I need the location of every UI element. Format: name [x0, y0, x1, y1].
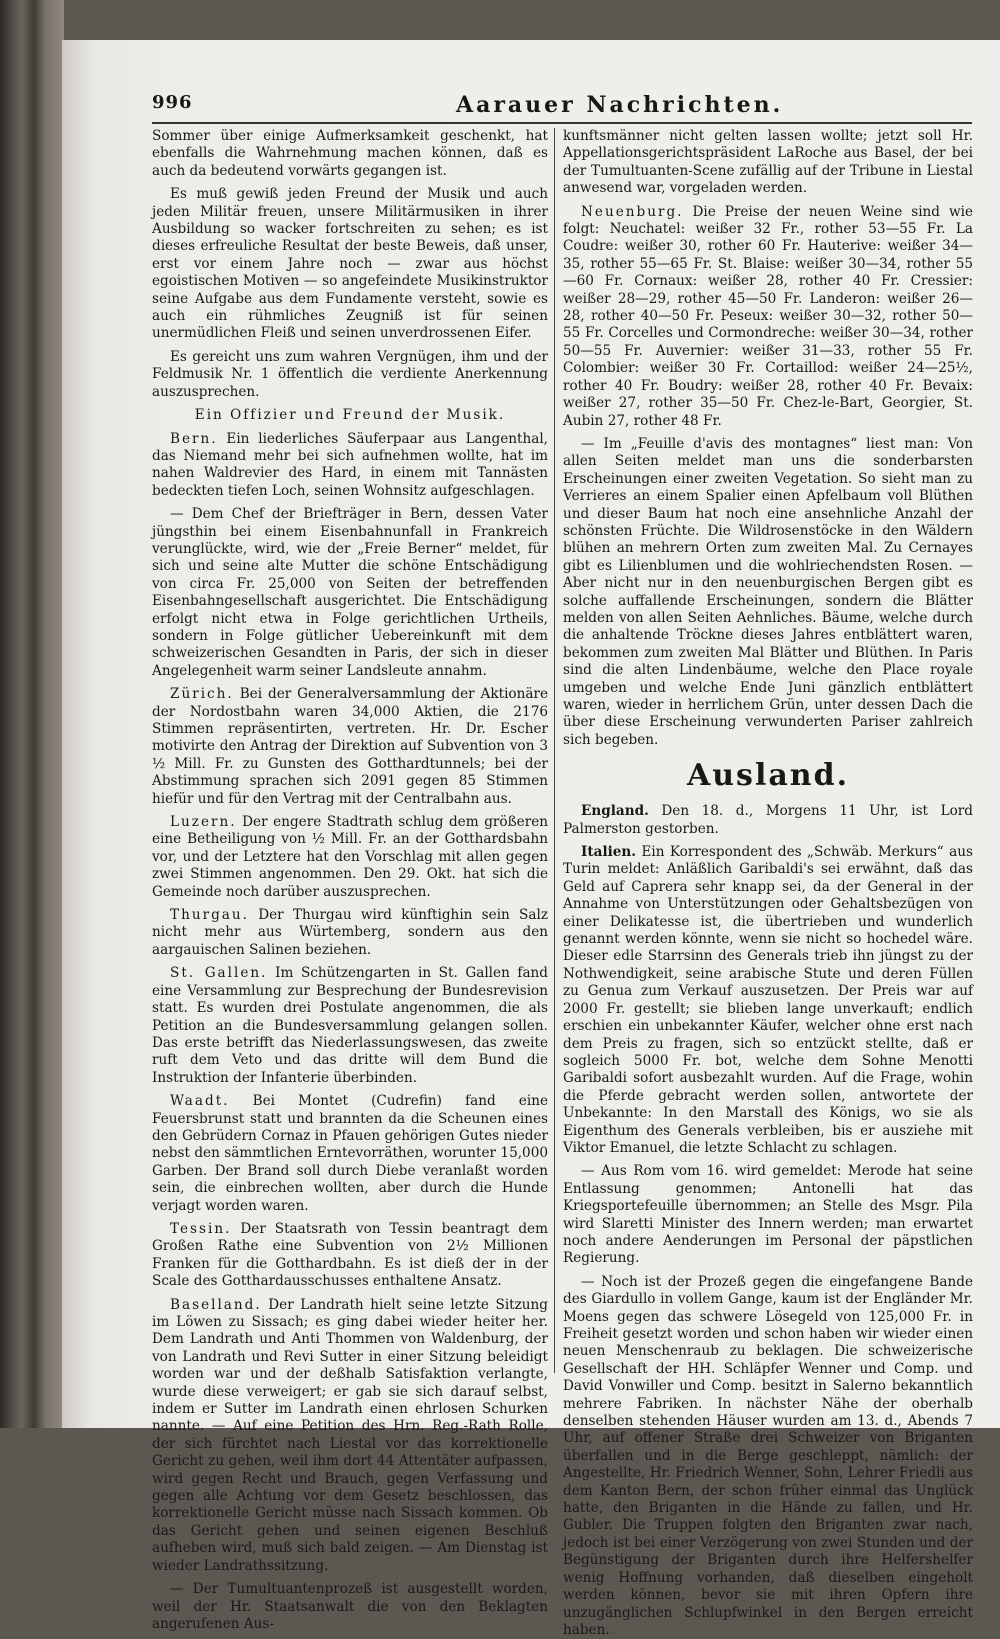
place-name: Zürich.	[170, 686, 234, 703]
place-name: Bern.	[170, 430, 218, 447]
section-heading-ausland: Ausland.	[686, 758, 850, 794]
column-rule	[554, 128, 555, 1373]
article-zuerich	[152, 686, 548, 808]
article-baselland	[152, 1297, 548, 1576]
article-text: — Noch ist der Prozeß gegen die eingefangene Bande des Giardullo in vollem Gange, kaum ist der Engländer Mr. Moens gegen das schwere Lösegeld von 125,000 Fr. in Freiheit gesetzt worden und schon haben wir wieder einen neuen Menschenraub zu beklagen. Die schweizerische Gesellschaft der HH. Schläpfer Wenner und Comp. und David Vonwiller und Comp. besitzt in Salerno bekanntlich mehrere Fabriken. In nächster Nähe der oberhalb denselben stehenden Häuser wurden am 13. d., Abends 7 Uhr, auf offener Straße drei Schweizer von Briganten überfallen und in die Berge geschleppt, nämlich: der Angestellte, Hr. Friedrich Wenner, Sohn, Lehrer Friedli aus dem Kanton Bern, der schon früher einmal das Unglück hatte, den Briganten in die Hände zu fallen, und Hr. Gubler. Die Truppen folgten den Briganten zwar nach, jedoch ist bei einer Verzögerung von zwei Stunden und der Begünstigung der Briganten durch ihre Helfershelfer wenig Hoffnung vorhanden, daß dieselben eingeholt werden können, bevor sie mit ihren Opfern ihre unzugänglichen Schlupfwinkel in den Bergen erreicht haben.	[563, 1273, 973, 1638]
article-text: Die Preise der neuen Weine sind wie folgt: Neuchatel: weißer 32 Fr., rother 53—55 Fr. La Coudre: weißer 30, rother 60 Fr. Hauterive: weißer 34—35, rother 55—65 Fr. St. Blaise: weißer 30—34, rother 55—60 Fr. Cornaux: weißer 28, rother 40 Fr. Cressier: weißer 28—29, rother 45—50 Fr. Landeron: weißer 26—28, rother 40—50 Fr. Peseux: weißer 30—32, rother 50—55 Fr. Corcelles und Cormondreche: weißer 30—34, rother 50—55 Fr. Auvernier: weißer 31—33, rother 55 Fr. Colombier: weißer 30 Fr. Cortaillod: weißer 24—25½, rother 40 Fr. Boudry: weißer 28, rother 40 Fr. Bevaix: weißer 27, rother 35—50 Fr. Chez-le-Bart, Georgier, St. Aubin 27, rother 48 Fr.	[563, 203, 973, 429]
article-waadt	[152, 1093, 548, 1215]
right-column	[563, 128, 973, 1638]
place-name: Tessin.	[170, 1220, 232, 1237]
article-text: Sommer über einige Aufmerksamkeit geschenkt, hat ebenfalls die Wahrnehmung machen können, daß es auch da bedeutend vorwärts gegangen ist.	[152, 128, 548, 179]
book-spine	[0, 0, 64, 1428]
article-text: Der engere Stadtrath schlug dem größeren eine Betheiligung von ½ Mill. Fr. an der Gotthardsbahn vor, und der Letztere hat den Vorschlag mit allen gegen zwei Stimmen angenommen. Den 29. Okt. hat sich die Gemeinde noch darüber auszusprechen.	[152, 814, 548, 900]
article-tessin	[152, 1221, 548, 1291]
article-signature: Ein Offizier und Freund der Musik.	[194, 407, 506, 424]
place-name: St. Gallen.	[170, 965, 268, 982]
place-name: Thurgau.	[170, 907, 249, 924]
article-text: kunftsmänner nicht gelten lassen wollte; jetzt soll Hr. Appellationsgerichtspräsident LaRoche aus Basel, der bei der Tumultuanten-Scene zufällig auf der Tribune in Liestal anwesend war, vorgeladen werden.	[563, 128, 973, 197]
country-name: England.	[581, 803, 649, 820]
article-text: Bei der Generalversammlung der Aktionäre der Nordostbahn waren 34,000 Aktien, die 2176 Stimmen repräsentirten, vertreten. Hr. Dr. Escher motivirte den Antrag der Direktion auf Subvention von 3 ½ Mill. Fr. zu Gunsten des Gotthardtunnels; bei der Abstimmung sprachen sich 2091 gegen 85 Stimmen hiefür und für den Vertrag mit der Centralbahn aus.	[152, 686, 549, 807]
page-number: 996	[152, 92, 193, 113]
article-text: Der Staatsrath von Tessin beantragt dem Großen Rathe eine Subvention von 2½ Millionen Franken für die Gotthardbahn. Es ist dieß der in der Scale des Gotthardausschusses enthaltene Ansatz.	[152, 1220, 548, 1290]
article-text: — Dem Chef der Briefträger in Bern, dessen Vater jüngsthin bei einem Eisenbahnunfall in Frankreich verunglückte, wird, wie der „Freie Berner“ meldet, für sich und seine alte Mutter die schöne Entschädigung von circa Fr. 25,000 von Seiten der betreffenden Eisenbahngesellschaft ausgerichtet. Die Entschädigung erfolgt nicht etwa in Folge gerichtlichen Urtheils, sondern in Folge gütlicher Uebereinkunft mit dem schweizerischen Gesandten in Paris, der sich in dieser Angelegenheit warm seiner Landsleute annahm.	[152, 506, 548, 679]
article-text: — Der Tumultuantenprozeß ist ausgestellt worden, weil der Hr. Staatsanwalt die von den Beklagten angerufenen Aus-	[152, 1581, 548, 1632]
article-england	[563, 803, 973, 838]
article-text: Ein Korrespondent des „Schwäb. Merkurs“ aus Turin meldet: Anläßlich Garibaldi's sei erwähnt, daß das Geld auf Caprera sehr knapp sei, da der General in der Annahme von Unterstützungen oder Gehaltsbezügen von einer Delikatesse ist, die übertrieben und wunderlich genannt werden könnte, wenn sie nicht so hochedel wäre. Dieser edle Starrsinn des Generals trieb ihn jüngst zu der Nothwendigkeit, seine arabische Stute und deren Füllen zu Genua zum Verkauf auszusetzen. Der Preis war auf 2000 Fr. gestellt; sie blieben lange unverkauft; endlich erschien ein unbekannter Käufer, welcher ohne erst nach dem Preis zu fragen, sich so entzückt stellte, daß er sogleich 5000 Fr. bot, welche dem Sohne Menotti Garibaldi sofort ausbezahlt wurden. Auf die Frage, wohin die Pferde gebracht werden sollen, antwortete der Unbekannte: In den Marstall des Königs, wo sie als Eigenthum des Generals verbleiben, bis er ausziehe mit Viktor Emanuel, die letzte Schlacht zu schlagen.	[563, 844, 973, 1156]
article-text: Bei Montet (Cudrefin) fand eine Feuersbrunst statt und brannten da die Scheunen eines den Gebrüdern Cornaz in Pfauen gehörigen Gutes nieder nebst den sämmtlichen Erntevorräthen, worunter 15,000 Garben. Der Brand soll durch Diebe veranlaßt worden sein, die einbrechen wollten, aber durch die Hunde verjagt worden waren.	[152, 1093, 548, 1214]
country-name: Italien.	[581, 844, 637, 861]
article-text: Es gereicht uns zum wahren Vergnügen, ihm und der Feldmusik Nr. 1 öffentlich die verdiente Anerkennung auszusprechen.	[152, 348, 548, 400]
article-text: — Aus Rom vom 16. wird gemeldet: Merode hat seine Entlassung genommen; Antonelli hat das Kriegsportefeuille übernommen; an Stelle des Msgr. Pila wird Slaretti Minister des Innern werden; man erwartet noch andere Aenderungen im Personal der päpstlichen Regierung.	[563, 1163, 973, 1267]
article-text: Der Landrath hielt seine letzte Sitzung im Löwen zu Sissach; es ging dabei wieder heiter her. Dem Landrath und Anti Thommen von Waldenburg, der von Landrath und Revi Sutter in einer Sitzung beleidigt worden war und der deßhalb Satisfaktion verlangte, wurde diese verweigert; er gab sie sich darauf selbst, indem er Sutter im Landrath einen ehrlosen Schurken nannte. — Auf eine Petition des Hrn. Reg.-Rath Rolle, der sich fürchtet nach Liestal vor das korrektionelle Gericht zu gehen, weil ihm dort 44 Attentäter aufpassen, wird gegen Recht und Brauch, gegen Verfassung und gegen alle Achtung vor dem Gesetz beschlossen, das korrektionelle Gericht müsse nach Sissach kommen. Ob das Gericht gehen und seinen eigenen Beschluß aufheben wird, muß sich bald zeigen. — Am Dienstag ist wieder Landrathssitzung.	[152, 1296, 549, 1574]
article-neuenburg	[563, 204, 973, 430]
place-name: Waadt.	[170, 1093, 230, 1110]
article-text: Den 18. d., Morgens 11 Uhr, ist Lord Palmerston gestorben.	[563, 803, 973, 837]
place-name: Neuenburg.	[581, 203, 684, 220]
article-stgallen	[152, 965, 548, 1087]
article-luzern	[152, 814, 548, 901]
article-italien	[563, 844, 973, 1157]
place-name: Luzern.	[170, 814, 237, 831]
article-text: — Im „Feuille d'avis des montagnes“ liest man: Von allen Seiten meldet man uns die sonderbarsten Erscheinungen einer zweiten Vegetation. So sieht man zu Verrieres an einem Spalier einen Apfelbaum voll Blüthen und dieser Baum hat noch eine ansehnliche Anzahl der schönsten Früchte. Die Wildrosenstöcke in den Wäldern blühen an mehrern Orten zum zweiten Mal. Zu Cernayes gibt es Lilienblumen und die wohlriechendsten Rosen. — Aber nicht nur in den neuenburgischen Bergen gibt es solche auffallende Erscheinungen, sondern die Blätter melden von allen Seiten Aehnliches. Bäume, welche durch die anhaltende Tröckne dieses Jahres entblättert waren, bekommen zum zweiten Mal Blätter und Blüthen. In Paris sind die alten Lindenbäume, welche den Place royale umgeben und welche Ende Juni gänzlich entblättert waren, wieder in herrlichem Grün, unter dessen Dach die über diese Erscheinung verwunderten Pariser zahlreich sich begeben.	[563, 435, 973, 748]
article-text: Ein liederliches Säuferpaar aus Langenthal, das Niemand mehr bei sich aufnehmen wollte, hat im nahen Waldrevier des Hard, in einem mit Tannästen bedeckten tiefen Loch, seinen Wohnsitz aufgeschlagen.	[152, 430, 549, 499]
place-name: Baselland.	[170, 1296, 262, 1313]
header-rule	[152, 122, 972, 124]
article-thurgau	[152, 907, 548, 959]
article-text: Es muß gewiß jeden Freund der Musik und auch jeden Militär freuen, unsere Militärmusiken in ihrer Ausbildung so wacker fortschreiten zu sehen; es ist dieses erfreuliche Resultat der beste Beweis, daß unser, erst vor einem Jahre noch — zwar aus höchst egoistischen Motiven — so angefeindete Musikinstruktor seine Aufgabe aus dem Fundamente versteht, sowie es auch ein rühmliches Zeugniß ist für seinen unermüdlichen Fleiß und seinen unverdrossenen Eifer.	[152, 186, 548, 342]
article-text: Der Thurgau wird künftighin sein Salz nicht mehr aus Würtemberg, sondern aus den aargauischen Salinen beziehen.	[152, 907, 548, 958]
article-bern	[152, 431, 548, 501]
page-title: Aarauer Nachrichten.	[456, 92, 784, 118]
left-column	[152, 128, 549, 1632]
article-text: Im Schützengarten in St. Gallen fand eine Versammlung zur Besprechung der Bundesrevision statt. Es wurden drei Postulate angenommen, die als Petition an die Bundesversammlung gelangen sollen. Das erste betrifft das Niederlassungswesen, das zweite ruft dem Veto und das dritte will dem Bund die Instruktion der Infanterie überbinden.	[152, 965, 549, 1086]
